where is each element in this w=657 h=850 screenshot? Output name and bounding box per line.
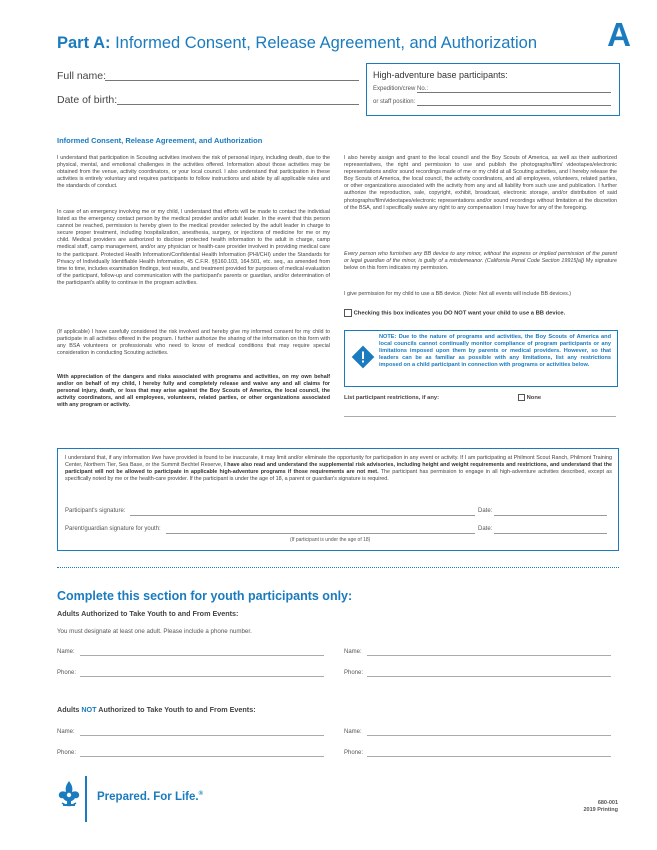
footer-divider — [85, 776, 87, 822]
participant-signature-field[interactable] — [130, 515, 475, 516]
statement-b: I have also read and understand the supplemental risk advisories, including height and weight requirements and restrictions, and understand that the participant will not be allowed to participate in applicable high-adventure programs if those requirements are not met. — [65, 462, 612, 476]
bb-device-paragraph — [344, 251, 617, 272]
not-authorized-heading — [57, 705, 256, 714]
statement-c: The participant has permission to engage in all high-adventure activities described, except as specifically noted by me or the health-care provider. If the participant is under the age of 18, a parent or guardian's signature is required. — [65, 469, 612, 483]
authorized-name-1-label: Name: — [57, 649, 75, 655]
staff-field[interactable] — [417, 105, 611, 106]
expedition-field[interactable] — [417, 92, 611, 93]
bb-signature-text: My signature below on this form indicates my permission. — [344, 258, 617, 272]
none-option — [518, 394, 541, 401]
part-letter: A — [607, 16, 631, 53]
parent-date-field[interactable] — [494, 533, 607, 534]
authorized-phone-2-field[interactable] — [367, 676, 611, 677]
media-release-paragraph: I also hereby assign and grant to the local council and the Boy Scouts of America, as well as their authorized representatives, the right and permission to use and publish the photographs/film/ videotapes/electronic representations and/or sound recordings made of me or my child at all Scouting activities, and I hereby release the Boy Scouts of America, the local council, the activity coordinators, and all employees, volunteers, related parties, or other organizations associated with the activity from any and all liability from such use and publication. I further authorize the reproduction, sale, copyright, exhibit, broadcast, electronic storage, and/or distribution of said photographs/film/videotapes/electronic representations and/or sound recordings without limitation at the discretion of the BSA, and I specifically waive any right to any compensation I may have for any of the foregoing. — [344, 155, 617, 211]
high-adventure-box — [366, 63, 620, 116]
bb-checkbox-label: Checking this box indicates you DO NOT want your child to use a BB device. — [353, 310, 566, 317]
dotted-divider — [57, 567, 619, 568]
participant-date-field[interactable] — [494, 515, 607, 516]
restrictions-label: List participant restrictions, if any: — [344, 395, 440, 401]
page-title — [57, 34, 537, 53]
authorized-phone-2-label: Phone: — [344, 670, 364, 676]
high-adventure-heading: High-adventure base participants: — [373, 70, 508, 80]
not-authorized-pre: Adults — [57, 705, 82, 714]
none-label: None — [526, 395, 542, 402]
dob-label: Date of birth: — [57, 94, 118, 106]
youth-section-heading: Complete this section for youth participants only: — [57, 589, 353, 603]
note-box — [344, 330, 618, 387]
bb-checkbox-row — [344, 309, 565, 317]
slogan — [97, 791, 203, 803]
authorized-phone-1-label: Phone: — [57, 670, 77, 676]
participant-date-label: Date: — [478, 508, 493, 514]
release-paragraph: With appreciation of the dangers and risks associated with programs and activities, on my own behalf and/or on behalf of my child, I hereby fully and completely release and waive any and all claims for personal injury, death, or loss that may arise against the Boy Scouts of America, the local council, the activity coordinators, and all employees, volunteers, related parties, or other organizations associated with any program or activity. — [57, 374, 330, 409]
designate-note: You must designate at least one adult. Please include a phone number. — [57, 628, 252, 635]
title-text: Informed Consent, Release Agreement, and Authorization — [115, 34, 538, 52]
signature-statement — [65, 455, 612, 483]
expedition-label: Expedition/crew No.: — [373, 86, 429, 92]
full-name-field[interactable] — [105, 80, 359, 81]
bb-opt-out-checkbox[interactable] — [344, 309, 352, 317]
not-authorized-post: Authorized to Take Youth to and From Events: — [96, 705, 256, 714]
printing-year: 2019 Printing — [583, 807, 618, 813]
authorized-name-1-field[interactable] — [80, 655, 324, 656]
restrictions-field[interactable] — [344, 416, 616, 417]
not-word: NOT — [81, 705, 97, 714]
authorized-name-2-field[interactable] — [367, 655, 611, 656]
not-authorized-phone-2-field[interactable] — [367, 756, 611, 757]
registered-mark: ® — [198, 791, 204, 798]
dob-field[interactable] — [117, 104, 359, 105]
title-part: Part A: — [57, 34, 111, 52]
staff-label: or staff position: — [373, 99, 416, 105]
participant-signature-label: Participant's signature: — [65, 508, 126, 514]
none-checkbox[interactable] — [518, 394, 525, 401]
parent-signature-label: Parent/guardian signature for youth: — [65, 526, 161, 532]
parent-signature-field[interactable] — [166, 533, 475, 534]
note-text: NOTE: Due to the nature of programs and activities, the Boy Scouts of America and local councils cannot continually monitor compliance of program participants or any limitations imposed upon them by parents or medical providers. However, so that leaders can be as familiar as possible with any limitations, list any restrictions imposed on a child participant in connection with programs or activities below. — [379, 334, 611, 368]
authorized-heading: Adults Authorized to Take Youth to and From Events: — [57, 609, 239, 618]
not-authorized-name-2-field[interactable] — [367, 735, 611, 736]
bb-law-text: Every person who furnishes any BB device to any minor, without the express or implied permission of the parent or legal guardian of the minor, is guilty of a misdemeanor. (California Penal Code Section 19915[a]) — [344, 251, 617, 265]
authorized-phone-1-field[interactable] — [80, 676, 324, 677]
under-18-note: (If participant is under the age of 18) — [290, 537, 371, 543]
slogan-text: Prepared. For Life. — [97, 791, 199, 803]
authorized-name-2-label: Name: — [344, 649, 362, 655]
not-authorized-name-2-label: Name: — [344, 729, 362, 735]
bsa-fleur-de-lis-logo-icon — [56, 779, 82, 809]
signature-box — [57, 448, 619, 551]
section-heading: Informed Consent, Release Agreement, and Authorization — [57, 136, 263, 145]
not-authorized-name-1-label: Name: — [57, 729, 75, 735]
full-name-label: Full name: — [57, 70, 107, 82]
bb-permission-text: I give permission for my child to use a BB device. (Note: Not all events will include BB devices.) — [344, 291, 572, 297]
not-authorized-name-1-field[interactable] — [80, 735, 324, 736]
statement-a: I understand that, if any information I/we have provided is found to be inaccurate, it may limit and/or eliminate the opportunity for participation in any event or activity. If I am participating at Philmont Scout Ranch, Philmont Training Center, Northern Tier, Sea Base, or the Summit Bechtel Reserve, — [65, 455, 612, 469]
form-number: 680-001 — [597, 800, 618, 806]
not-authorized-phone-1-field[interactable] — [80, 756, 324, 757]
not-authorized-phone-2-label: Phone: — [344, 750, 364, 756]
consent-paragraph-1: I understand that participation in Scouting activities involves the risk of personal injury, including death, due to the physical, mental, and emotional challenges in the activities offered. Information about those activities may be obtained from the venue, activity coordinators, or your local council. I also understand that participation in these activities is entirely voluntary and requires participants to follow instructions and abide by all applicable rules and the standards of conduct. — [57, 155, 330, 190]
not-authorized-phone-1-label: Phone: — [57, 750, 77, 756]
parent-date-label: Date: — [478, 526, 493, 532]
consent-paragraph-3: (If applicable) I have carefully considered the risk involved and hereby give my informed consent for my child to participate in all activities offered in the program. I further authorize the sharing of the information on this form with any BSA volunteers or professionals who need to know of medical conditions that may require special consideration in conducting Scouting activities. — [57, 329, 330, 357]
warning-diamond-icon — [351, 345, 375, 369]
consent-paragraph-2: In case of an emergency involving me or my child, I understand that efforts will be made to contact the individual listed as the emergency contact person by the medical provider and/or adult leader. In the event that this person cannot be reached, permission is hereby given to the medical provider selected by the adult leader in charge to secure proper treatment, including hospitalization, anesthesia, surgery, or injections of medicine for me or my child. Medical providers are authorized to disclose protected health information to the adult in charge, camp medical staff, camp management, and/or any physician or health-care provider involved in providing medical care to the participant. Protected Health Information/Confidential Health Information (PHI/CHI) under the Standards for Privacy of Individually Identifiable Health Information, 45 C.F.R. §§160.103, 164.501, etc. seq., as amended from time to time, includes examination findings, test results, and treatment provided for purposes of medical evaluation of the participant, follow-up and communication with the participant's parents or guardian, and/or determination of the participant's ability to continue in the program activities. — [57, 209, 330, 286]
